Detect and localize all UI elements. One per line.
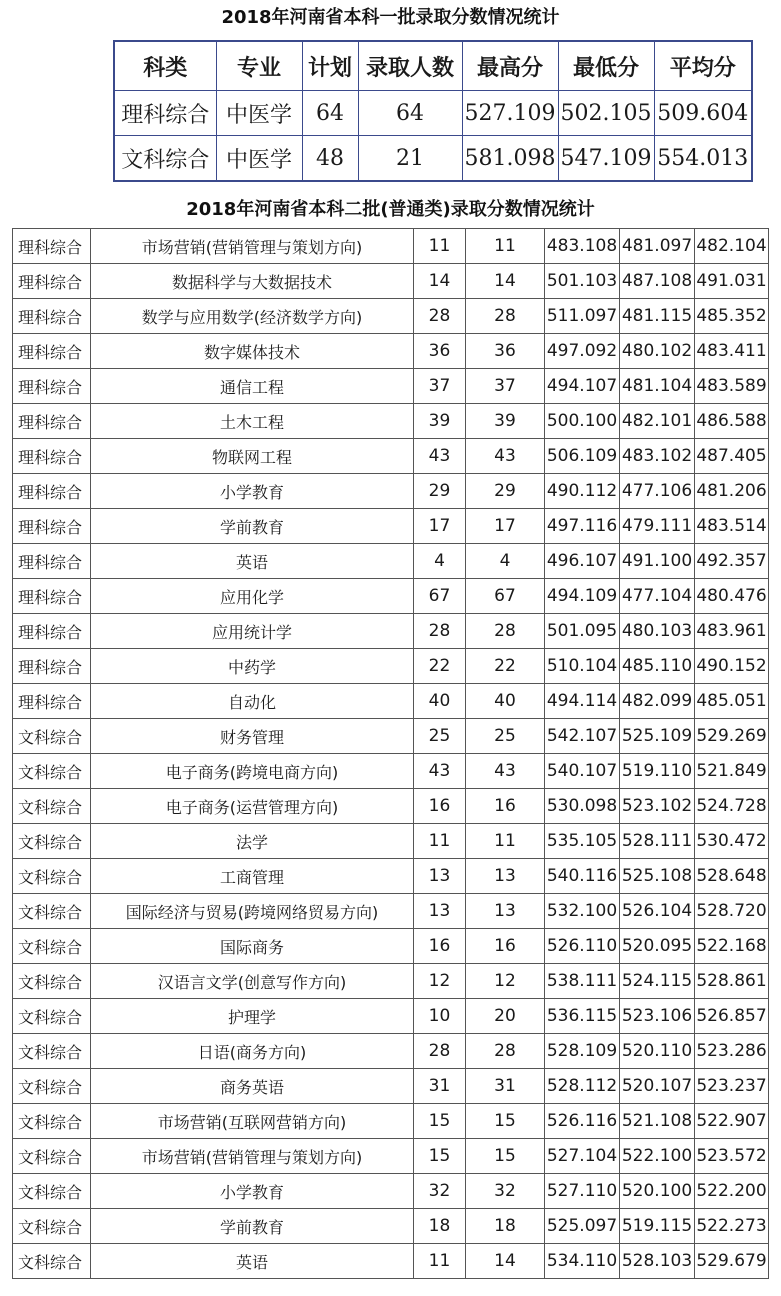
second-batch-title: 2018年河南省本科二批(普通类)录取分数情况统计	[186, 199, 595, 220]
cell-min-score: 502.105	[558, 91, 654, 136]
cell-major: 市场营销(互联网营销方向)	[91, 1104, 414, 1139]
cell-plan: 12	[414, 964, 466, 999]
cell-plan: 28	[414, 299, 466, 334]
cell-avg-score: 483.514	[695, 509, 769, 544]
cell-major: 国际经济与贸易(跨境网络贸易方向)	[91, 894, 414, 929]
cell-min-score: 485.110	[620, 649, 695, 684]
cell-min-score: 523.106	[620, 999, 695, 1034]
table-row	[13, 859, 769, 894]
cell-plan: 11	[414, 1244, 466, 1279]
cell-min-score: 528.111	[620, 824, 695, 859]
cell-major: 英语	[91, 544, 414, 579]
cell-category: 理科综合	[13, 614, 91, 649]
cell-category: 文科综合	[13, 999, 91, 1034]
cell-major: 数据科学与大数据技术	[91, 264, 414, 299]
cell-min-score: 525.109	[620, 719, 695, 754]
cell-plan: 10	[414, 999, 466, 1034]
cell-admitted: 67	[466, 579, 545, 614]
cell-avg-score: 522.168	[695, 929, 769, 964]
cell-category: 理科综合	[13, 229, 91, 264]
cell-max-score: 497.116	[545, 509, 620, 544]
cell-category: 理科综合	[13, 264, 91, 299]
cell-avg-score: 522.273	[695, 1209, 769, 1244]
cell-avg-score: 523.237	[695, 1069, 769, 1104]
cell-max-score: 490.112	[545, 474, 620, 509]
cell-category: 文科综合	[13, 894, 91, 929]
cell-plan: 22	[414, 649, 466, 684]
cell-min-score: 522.100	[620, 1139, 695, 1174]
cell-plan: 67	[414, 579, 466, 614]
cell-plan: 29	[414, 474, 466, 509]
cell-avg-score: 523.572	[695, 1139, 769, 1174]
table-row	[13, 334, 769, 369]
cell-min-score: 483.102	[620, 439, 695, 474]
cell-max-score: 535.105	[545, 824, 620, 859]
cell-max-score: 540.116	[545, 859, 620, 894]
cell-major: 电子商务(运营管理方向)	[91, 789, 414, 824]
cell-avg-score: 528.861	[695, 964, 769, 999]
cell-major: 数学与应用数学(经济数学方向)	[91, 299, 414, 334]
cell-avg-score: 485.352	[695, 299, 769, 334]
cell-max-score: 506.109	[545, 439, 620, 474]
cell-admitted: 4	[466, 544, 545, 579]
cell-category: 文科综合	[13, 1034, 91, 1069]
header-category: 科类	[114, 41, 216, 91]
cell-min-score: 521.108	[620, 1104, 695, 1139]
cell-category: 文科综合	[13, 964, 91, 999]
cell-plan: 15	[414, 1139, 466, 1174]
cell-avg-score: 529.269	[695, 719, 769, 754]
cell-category: 文科综合	[13, 1139, 91, 1174]
cell-avg-score: 554.013	[654, 136, 752, 182]
cell-major: 日语(商务方向)	[91, 1034, 414, 1069]
cell-plan: 16	[414, 789, 466, 824]
cell-plan: 16	[414, 929, 466, 964]
table-row	[13, 404, 769, 439]
cell-avg-score: 491.031	[695, 264, 769, 299]
cell-admitted: 11	[466, 824, 545, 859]
cell-plan: 48	[302, 136, 358, 182]
cell-admitted: 16	[466, 789, 545, 824]
cell-max-score: 501.103	[545, 264, 620, 299]
cell-category: 文科综合	[13, 719, 91, 754]
cell-category: 理科综合	[13, 369, 91, 404]
cell-major: 中医学	[216, 91, 302, 136]
cell-admitted: 29	[466, 474, 545, 509]
cell-avg-score: 483.961	[695, 614, 769, 649]
cell-plan: 43	[414, 754, 466, 789]
cell-category: 文科综合	[13, 824, 91, 859]
cell-major: 通信工程	[91, 369, 414, 404]
cell-admitted: 39	[466, 404, 545, 439]
cell-max-score: 527.104	[545, 1139, 620, 1174]
cell-category: 理科综合	[13, 684, 91, 719]
cell-major: 自动化	[91, 684, 414, 719]
cell-min-score: 481.115	[620, 299, 695, 334]
cell-min-score: 520.107	[620, 1069, 695, 1104]
cell-avg-score: 490.152	[695, 649, 769, 684]
cell-category: 理科综合	[114, 91, 216, 136]
table-row	[13, 509, 769, 544]
cell-admitted: 16	[466, 929, 545, 964]
table-row	[13, 1209, 769, 1244]
cell-category: 文科综合	[13, 754, 91, 789]
table-row	[13, 1244, 769, 1279]
cell-max-score: 525.097	[545, 1209, 620, 1244]
cell-min-score: 491.100	[620, 544, 695, 579]
header-max-score: 最高分	[462, 41, 558, 91]
cell-category: 文科综合	[13, 929, 91, 964]
cell-admitted: 15	[466, 1139, 545, 1174]
cell-avg-score: 526.857	[695, 999, 769, 1034]
cell-avg-score: 487.405	[695, 439, 769, 474]
header-major: 专业	[216, 41, 302, 91]
cell-min-score: 481.104	[620, 369, 695, 404]
cell-max-score: 534.110	[545, 1244, 620, 1279]
cell-category: 理科综合	[13, 579, 91, 614]
cell-min-score: 523.102	[620, 789, 695, 824]
cell-min-score: 547.109	[558, 136, 654, 182]
table-header-row	[114, 41, 752, 91]
table-row	[13, 789, 769, 824]
table-row	[13, 439, 769, 474]
cell-category: 理科综合	[13, 509, 91, 544]
cell-category: 理科综合	[13, 649, 91, 684]
table-row	[13, 1069, 769, 1104]
table-row	[13, 299, 769, 334]
table-row	[114, 136, 752, 182]
table-row	[13, 544, 769, 579]
cell-min-score: 481.097	[620, 229, 695, 264]
cell-min-score: 519.115	[620, 1209, 695, 1244]
cell-major: 法学	[91, 824, 414, 859]
cell-admitted: 13	[466, 894, 545, 929]
cell-category: 文科综合	[13, 1209, 91, 1244]
cell-major: 市场营销(营销管理与策划方向)	[91, 229, 414, 264]
cell-category: 理科综合	[13, 474, 91, 509]
cell-admitted: 14	[466, 264, 545, 299]
cell-admitted: 64	[358, 91, 462, 136]
cell-admitted: 32	[466, 1174, 545, 1209]
cell-plan: 39	[414, 404, 466, 439]
cell-avg-score: 523.286	[695, 1034, 769, 1069]
cell-admitted: 28	[466, 299, 545, 334]
cell-avg-score: 528.720	[695, 894, 769, 929]
cell-plan: 11	[414, 229, 466, 264]
cell-admitted: 37	[466, 369, 545, 404]
cell-admitted: 36	[466, 334, 545, 369]
cell-max-score: 501.095	[545, 614, 620, 649]
cell-category: 文科综合	[13, 1104, 91, 1139]
cell-major: 应用统计学	[91, 614, 414, 649]
cell-plan: 13	[414, 894, 466, 929]
cell-major: 电子商务(跨境电商方向)	[91, 754, 414, 789]
cell-major: 汉语言文学(创意写作方向)	[91, 964, 414, 999]
cell-plan: 28	[414, 1034, 466, 1069]
cell-min-score: 526.104	[620, 894, 695, 929]
table-row	[13, 1034, 769, 1069]
table-row	[13, 894, 769, 929]
cell-plan: 15	[414, 1104, 466, 1139]
cell-category: 理科综合	[13, 299, 91, 334]
cell-avg-score: 528.648	[695, 859, 769, 894]
cell-admitted: 25	[466, 719, 545, 754]
cell-avg-score: 485.051	[695, 684, 769, 719]
header-plan: 计划	[302, 41, 358, 91]
cell-min-score: 525.108	[620, 859, 695, 894]
cell-max-score: 496.107	[545, 544, 620, 579]
cell-admitted: 14	[466, 1244, 545, 1279]
table-row	[13, 264, 769, 299]
table-row	[13, 1104, 769, 1139]
cell-max-score: 542.107	[545, 719, 620, 754]
cell-category: 文科综合	[13, 1069, 91, 1104]
cell-admitted: 21	[358, 136, 462, 182]
cell-admitted: 20	[466, 999, 545, 1034]
cell-admitted: 28	[466, 614, 545, 649]
table-row	[13, 999, 769, 1034]
cell-max-score: 510.104	[545, 649, 620, 684]
cell-max-score: 500.100	[545, 404, 620, 439]
table-row	[13, 1174, 769, 1209]
cell-admitted: 28	[466, 1034, 545, 1069]
cell-min-score: 480.102	[620, 334, 695, 369]
cell-max-score: 527.109	[462, 91, 558, 136]
cell-min-score: 477.104	[620, 579, 695, 614]
cell-category: 理科综合	[13, 404, 91, 439]
cell-admitted: 11	[466, 229, 545, 264]
cell-plan: 28	[414, 614, 466, 649]
cell-avg-score: 521.849	[695, 754, 769, 789]
cell-max-score: 530.098	[545, 789, 620, 824]
cell-major: 市场营销(营销管理与策划方向)	[91, 1139, 414, 1174]
cell-max-score: 540.107	[545, 754, 620, 789]
cell-category: 文科综合	[13, 1244, 91, 1279]
cell-plan: 18	[414, 1209, 466, 1244]
cell-max-score: 528.109	[545, 1034, 620, 1069]
cell-major: 小学教育	[91, 474, 414, 509]
cell-major: 物联网工程	[91, 439, 414, 474]
cell-avg-score: 492.357	[695, 544, 769, 579]
cell-min-score: 482.101	[620, 404, 695, 439]
cell-plan: 37	[414, 369, 466, 404]
cell-major: 中药学	[91, 649, 414, 684]
cell-plan: 43	[414, 439, 466, 474]
cell-major: 中医学	[216, 136, 302, 182]
cell-admitted: 12	[466, 964, 545, 999]
first-batch-title: 2018年河南省本科一批录取分数情况统计	[221, 7, 560, 28]
cell-plan: 4	[414, 544, 466, 579]
cell-min-score: 480.103	[620, 614, 695, 649]
header-admitted: 录取人数	[358, 41, 462, 91]
second-batch-table	[12, 228, 769, 1279]
cell-admitted: 18	[466, 1209, 545, 1244]
cell-admitted: 43	[466, 754, 545, 789]
cell-category: 文科综合	[13, 1174, 91, 1209]
cell-plan: 17	[414, 509, 466, 544]
cell-major: 国际商务	[91, 929, 414, 964]
cell-max-score: 494.107	[545, 369, 620, 404]
cell-avg-score: 522.907	[695, 1104, 769, 1139]
cell-max-score: 527.110	[545, 1174, 620, 1209]
cell-major: 数字媒体技术	[91, 334, 414, 369]
cell-category: 文科综合	[13, 859, 91, 894]
table-row	[13, 964, 769, 999]
cell-major: 应用化学	[91, 579, 414, 614]
cell-admitted: 31	[466, 1069, 545, 1104]
cell-category: 文科综合	[13, 789, 91, 824]
cell-avg-score: 529.679	[695, 1244, 769, 1279]
table-row	[13, 754, 769, 789]
cell-major: 学前教育	[91, 509, 414, 544]
table-row	[13, 579, 769, 614]
first-batch-table	[113, 40, 753, 182]
cell-min-score: 520.110	[620, 1034, 695, 1069]
cell-major: 英语	[91, 1244, 414, 1279]
cell-plan: 64	[302, 91, 358, 136]
cell-min-score: 524.115	[620, 964, 695, 999]
cell-avg-score: 530.472	[695, 824, 769, 859]
cell-admitted: 43	[466, 439, 545, 474]
table-row	[13, 369, 769, 404]
cell-major: 工商管理	[91, 859, 414, 894]
cell-plan: 40	[414, 684, 466, 719]
cell-min-score: 528.103	[620, 1244, 695, 1279]
cell-plan: 36	[414, 334, 466, 369]
cell-category: 理科综合	[13, 439, 91, 474]
cell-max-score: 581.098	[462, 136, 558, 182]
cell-major: 财务管理	[91, 719, 414, 754]
cell-avg-score: 483.411	[695, 334, 769, 369]
cell-plan: 11	[414, 824, 466, 859]
table-row	[13, 229, 769, 264]
cell-admitted: 17	[466, 509, 545, 544]
cell-avg-score: 509.604	[654, 91, 752, 136]
cell-admitted: 22	[466, 649, 545, 684]
table-row	[114, 91, 752, 136]
cell-max-score: 511.097	[545, 299, 620, 334]
cell-category: 理科综合	[13, 334, 91, 369]
cell-avg-score: 481.206	[695, 474, 769, 509]
cell-admitted: 40	[466, 684, 545, 719]
cell-category: 理科综合	[13, 544, 91, 579]
table-row	[13, 649, 769, 684]
cell-major: 小学教育	[91, 1174, 414, 1209]
cell-plan: 13	[414, 859, 466, 894]
table-row	[13, 719, 769, 754]
table-row	[13, 824, 769, 859]
header-avg-score: 平均分	[654, 41, 752, 91]
cell-min-score: 520.095	[620, 929, 695, 964]
cell-admitted: 15	[466, 1104, 545, 1139]
cell-max-score: 536.115	[545, 999, 620, 1034]
cell-min-score: 519.110	[620, 754, 695, 789]
cell-min-score: 477.106	[620, 474, 695, 509]
table-row	[13, 474, 769, 509]
cell-max-score: 532.100	[545, 894, 620, 929]
cell-avg-score: 482.104	[695, 229, 769, 264]
cell-avg-score: 486.588	[695, 404, 769, 439]
cell-avg-score: 524.728	[695, 789, 769, 824]
cell-plan: 31	[414, 1069, 466, 1104]
table-row	[13, 614, 769, 649]
cell-max-score: 538.111	[545, 964, 620, 999]
cell-plan: 32	[414, 1174, 466, 1209]
cell-max-score: 526.116	[545, 1104, 620, 1139]
cell-max-score: 526.110	[545, 929, 620, 964]
cell-max-score: 494.114	[545, 684, 620, 719]
cell-min-score: 487.108	[620, 264, 695, 299]
cell-max-score: 528.112	[545, 1069, 620, 1104]
cell-plan: 25	[414, 719, 466, 754]
cell-min-score: 520.100	[620, 1174, 695, 1209]
cell-major: 护理学	[91, 999, 414, 1034]
table-row	[13, 1139, 769, 1174]
cell-max-score: 497.092	[545, 334, 620, 369]
cell-plan: 14	[414, 264, 466, 299]
cell-major: 学前教育	[91, 1209, 414, 1244]
cell-avg-score: 480.476	[695, 579, 769, 614]
cell-avg-score: 483.589	[695, 369, 769, 404]
cell-category: 文科综合	[114, 136, 216, 182]
cell-admitted: 13	[466, 859, 545, 894]
cell-major: 商务英语	[91, 1069, 414, 1104]
cell-min-score: 482.099	[620, 684, 695, 719]
cell-max-score: 494.109	[545, 579, 620, 614]
table-row	[13, 684, 769, 719]
cell-max-score: 483.108	[545, 229, 620, 264]
cell-min-score: 479.111	[620, 509, 695, 544]
table-row	[13, 929, 769, 964]
cell-avg-score: 522.200	[695, 1174, 769, 1209]
header-min-score: 最低分	[558, 41, 654, 91]
cell-major: 土木工程	[91, 404, 414, 439]
